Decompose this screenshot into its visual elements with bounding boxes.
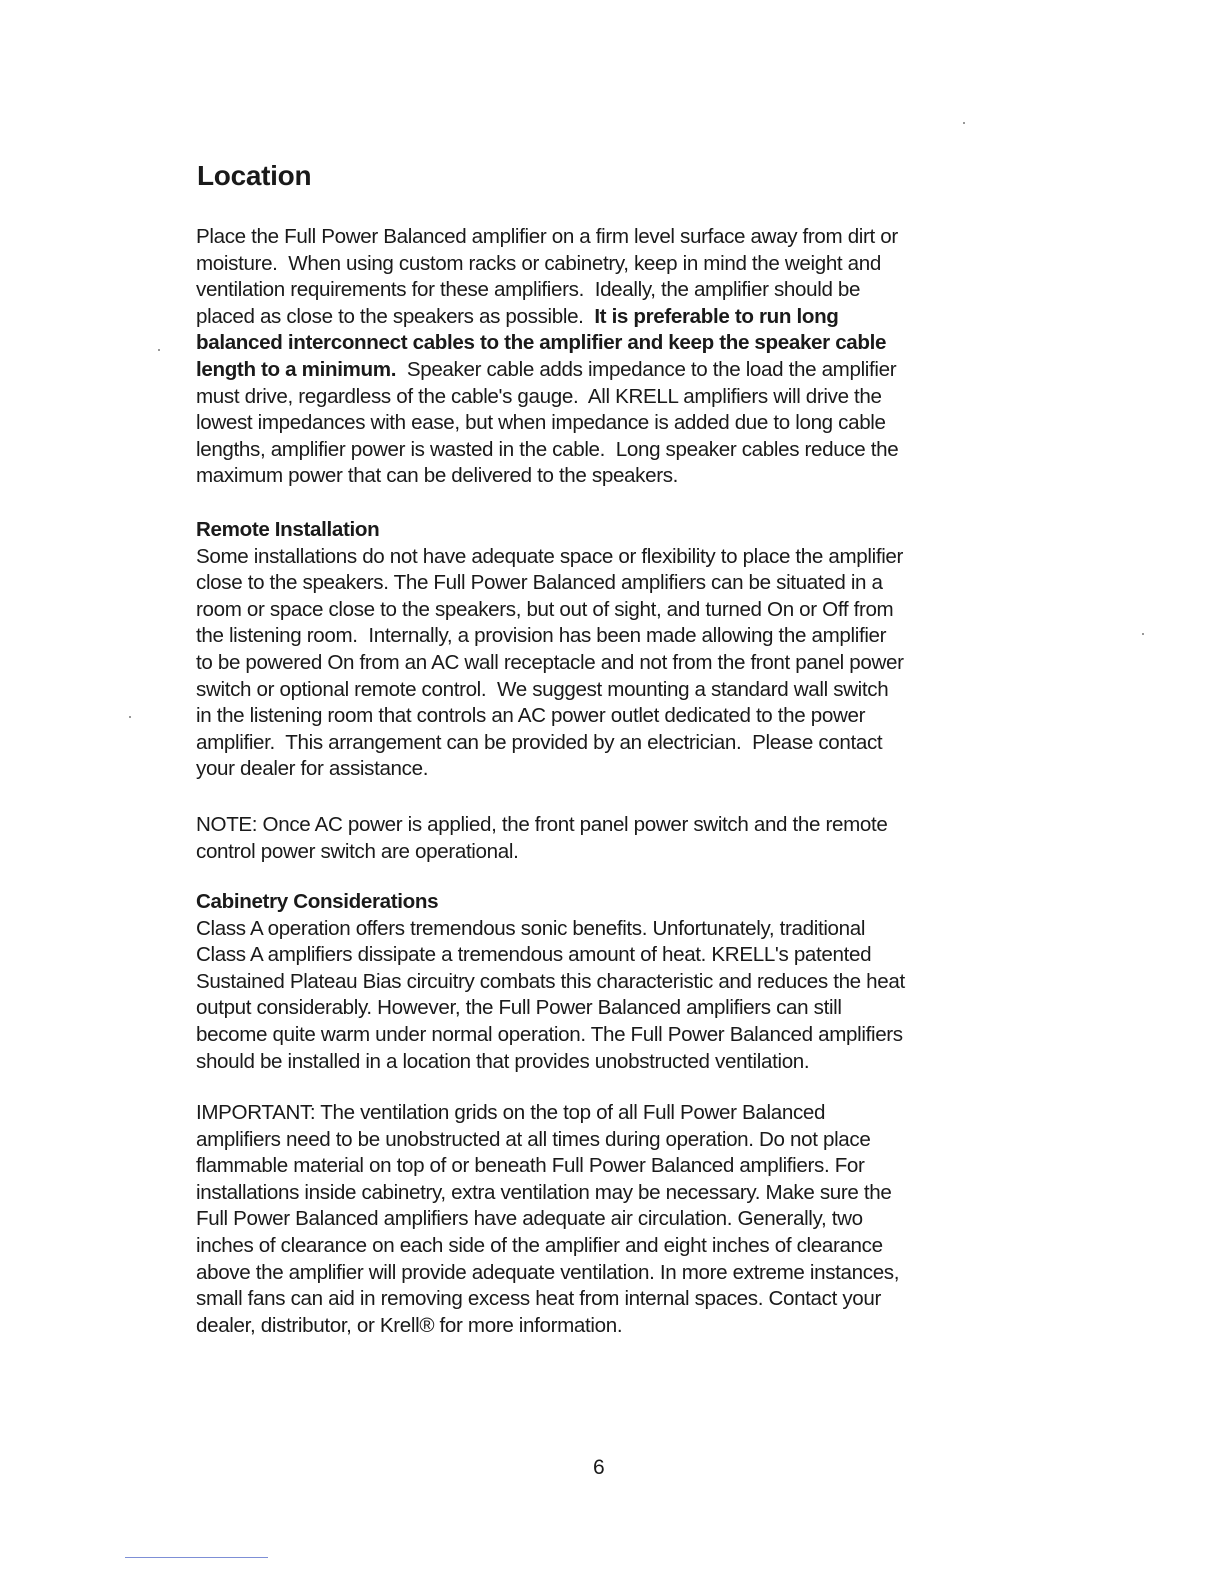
text-span: Class A operation offers tremendous sonic benefits. Unfortunately, traditional: [196, 916, 866, 940]
text-span: in the listening room that controls an AC power outlet dedicated to the power: [196, 704, 866, 728]
text-line: [196, 1260, 899, 1287]
text-span: Some installations do not have adequate space or flexibility to place the amplifier: [196, 544, 904, 568]
text-line: [196, 410, 898, 437]
text-line: [196, 756, 904, 783]
text-span: Sustained Plateau Bias circuitry combats this characteristic and reduces the heat: [196, 969, 905, 993]
text-line: [196, 1100, 899, 1127]
text-line: [196, 677, 904, 704]
text-line: [196, 650, 904, 677]
text-line: [196, 1153, 899, 1180]
footer-rule: [125, 1557, 268, 1558]
bold-text: balanced interconnect cables to the amplifier and keep the speaker cable: [196, 331, 887, 355]
paragraph-placement: [196, 224, 898, 490]
text-span: the listening room. Internally, a provision has been made allowing the amplifier: [196, 624, 887, 648]
section-heading: Location: [197, 160, 312, 191]
text-span: moisture. When using custom racks or cabinetry, keep in mind the weight and: [196, 251, 881, 275]
text-span: to be powered On from an AC wall receptacle and not from the front panel power: [196, 650, 904, 674]
scan-speck: [963, 122, 965, 124]
text-span: inches of clearance on each side of the amplifier and eight inches of clearance: [196, 1233, 883, 1257]
text-line: [196, 330, 898, 357]
text-span: switch or optional remote control. We suggest mounting a standard wall switch: [196, 677, 889, 701]
section-remote-installation: [196, 517, 904, 783]
scan-speck: [129, 716, 131, 718]
text-line: [196, 277, 898, 304]
text-line: [196, 357, 898, 384]
text-span: your dealer for assistance.: [196, 757, 429, 781]
text-span: Speaker cable adds impedance to the load the amplifier: [396, 357, 897, 381]
text-span: maximum power that can be delivered to the speakers.: [196, 464, 679, 488]
text-line: [196, 969, 905, 996]
text-span: NOTE: Once AC power is applied, the front panel power switch and the remote: [196, 813, 888, 836]
text-span: amplifier. This arrangement can be provided by an electrician. Please contact: [196, 730, 883, 754]
bold-text: length to a minimum.: [196, 357, 397, 381]
text-line: [196, 916, 905, 943]
subsection-heading: Remote Installation: [196, 518, 380, 541]
text-line: [196, 839, 887, 866]
text-span: flammable material on top of or beneath Full Power Balanced amplifiers. For: [196, 1154, 865, 1178]
text-line: [196, 437, 898, 464]
text-span: lengths, amplifier power is wasted in the cable. Long speaker cables reduce the: [196, 437, 899, 461]
text-span: IMPORTANT: The ventilation grids on the top of all Full Power Balanced: [196, 1101, 826, 1124]
text-line: [196, 1049, 905, 1076]
text-line: [196, 384, 898, 411]
text-span: Class A amplifiers dissipate a tremendous amount of heat. KRELL's patented: [196, 943, 872, 967]
text-line: [196, 1022, 905, 1049]
text-span: should be installed in a location that provides unobstructed ventilation.: [196, 1049, 810, 1073]
text-line: [196, 1286, 899, 1313]
subsection-heading: Cabinetry Considerations: [196, 890, 439, 913]
text-line: [196, 544, 904, 571]
text-span: ventilation requirements for these amplifiers. Ideally, the amplifier should be: [196, 278, 861, 302]
text-line: [196, 570, 904, 597]
text-span: placed as close to the speakers as possible.: [196, 304, 595, 328]
text-line: [196, 224, 898, 251]
text-span: close to the speakers. The Full Power Balanced amplifiers can be situated in a: [196, 571, 883, 595]
text-line: [196, 995, 905, 1022]
text-line: [196, 1313, 899, 1340]
text-span: lowest impedances with ease, but when impedance is added due to long cable: [196, 411, 886, 435]
page-number: 6: [593, 1456, 605, 1479]
note-paragraph: [196, 812, 887, 865]
text-span: output considerably. However, the Full Power Balanced amplifiers can still: [196, 996, 842, 1020]
text-span: installations inside cabinetry, extra ventilation may be necessary. Make sure the: [196, 1180, 892, 1204]
text-line: [196, 1127, 899, 1154]
text-span: must drive, regardless of the cable's gauge. All KRELL amplifiers will drive the: [196, 384, 882, 408]
text-line: [196, 597, 904, 624]
text-span: dealer, distributor, or Krell® for more information.: [196, 1313, 623, 1337]
text-span: Full Power Balanced amplifiers have adequate air circulation. Generally, two: [196, 1207, 863, 1231]
bold-text: It is preferable to run long: [594, 304, 839, 328]
scan-speck: [158, 349, 160, 351]
important-paragraph: [196, 1100, 899, 1339]
text-line: [196, 1180, 899, 1207]
text-span: Place the Full Power Balanced amplifier on a firm level surface away from dirt or: [196, 225, 898, 248]
text-line: [196, 304, 898, 331]
text-line: [196, 730, 904, 757]
text-line: [196, 703, 904, 730]
text-line: [196, 1233, 899, 1260]
text-line: [196, 463, 898, 490]
text-line: [196, 623, 904, 650]
text-line: [196, 812, 887, 839]
text-span: small fans can aid in removing excess heat from internal spaces. Contact your: [196, 1287, 882, 1311]
section-cabinetry-considerations: [196, 889, 905, 1075]
text-span: become quite warm under normal operation. The Full Power Balanced amplifiers: [196, 1022, 903, 1046]
text-line: [196, 251, 898, 278]
text-span: above the amplifier will provide adequate ventilation. In more extreme instances,: [196, 1260, 900, 1284]
scan-speck: [1142, 633, 1144, 635]
text-line: [196, 942, 905, 969]
text-span: amplifiers need to be unobstructed at all times during operation. Do not place: [196, 1127, 871, 1151]
text-span: control power switch are operational.: [196, 839, 519, 863]
text-span: room or space close to the speakers, but out of sight, and turned On or Off from: [196, 597, 894, 621]
text-line: [196, 1206, 899, 1233]
